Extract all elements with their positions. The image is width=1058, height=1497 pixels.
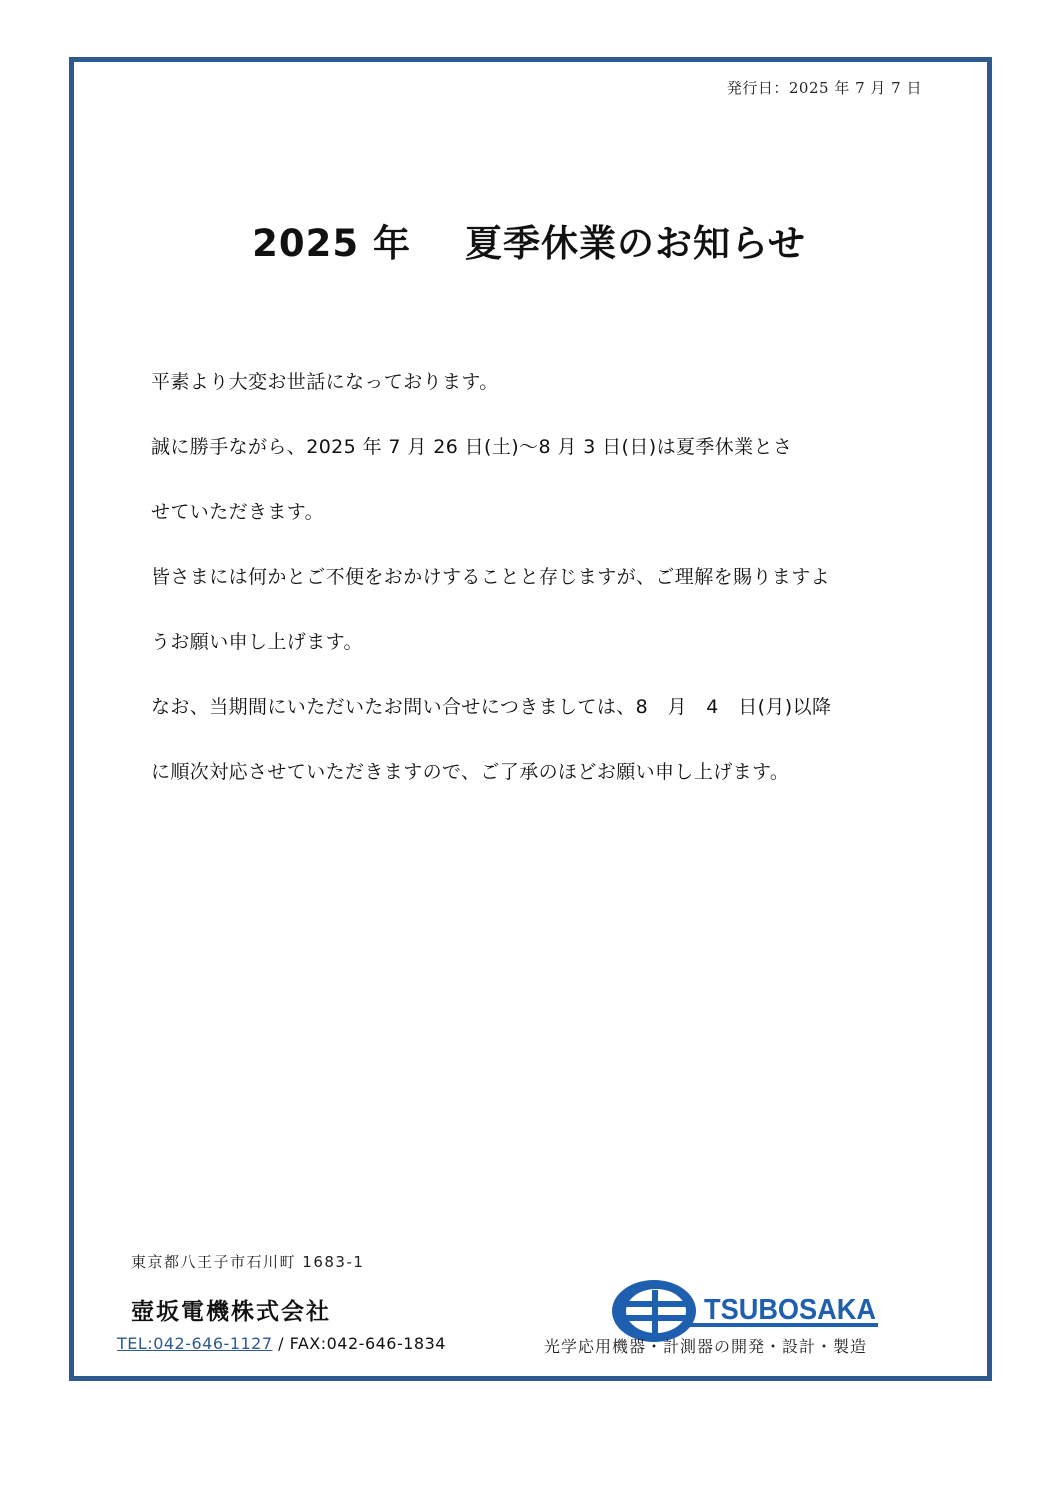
company-name: 壺坂電機株式会社 [131, 1299, 331, 1325]
logo-bar-vertical [652, 1290, 658, 1334]
contact-separator: / [272, 1334, 290, 1353]
body-line: なお、当期間にいただいたお問い合せにつきましては、8 月 4 日(月)以降 [151, 696, 832, 718]
issue-date: 発行日：2025 年 7 月 7 日 [726, 79, 922, 97]
body-line: 誠に勝手ながら、2025 年 7 月 26 日(土)～8 月 3 日(日)は夏季休業とさ [151, 436, 793, 458]
page-title [0, 213, 1058, 267]
title-year: 2025 年 [252, 222, 411, 265]
title-text: 夏季休業のお知らせ [464, 222, 806, 265]
fax-number: FAX:042-646-1834 [289, 1334, 446, 1353]
logo-text: TSUBOSAKA [704, 1294, 877, 1326]
body-line: に順次対応させていただきますので、ご了承のほどお願い申し上げます。 [151, 761, 790, 783]
body-line: うお願い申し上げます。 [151, 631, 363, 653]
company-address: 東京都八王子市石川町 1683-1 [131, 1253, 365, 1271]
body-line: せていただきます。 [151, 501, 325, 523]
phone-link[interactable]: TEL:042-646-1127 [117, 1334, 273, 1353]
contact-line [117, 1334, 446, 1353]
notice-body [151, 350, 921, 805]
company-tagline: 光学応用機器・計測器の開発・設計・製造 [544, 1337, 868, 1356]
body-line: 平素より大変お世話になっております。 [151, 371, 499, 393]
body-line: 皆さまには何かとご不便をおかけすることと存じますが、ご理解を賜りますよ [151, 566, 831, 588]
